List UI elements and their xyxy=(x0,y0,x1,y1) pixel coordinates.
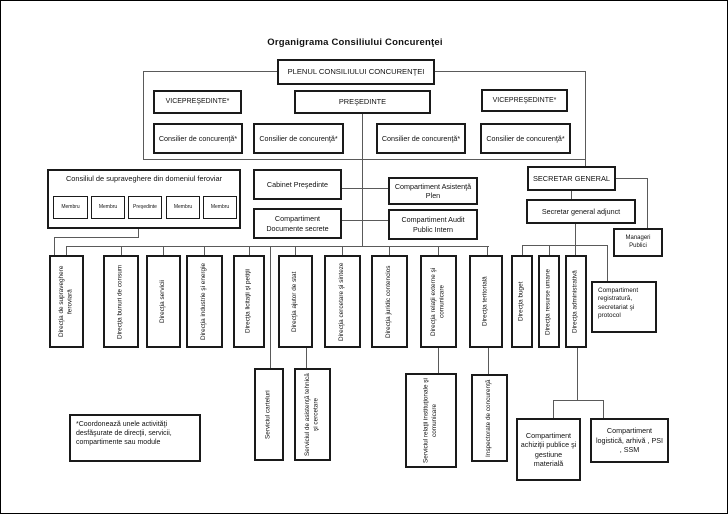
connector xyxy=(342,188,388,189)
node-presedinte: PREŞEDINTE xyxy=(294,90,431,114)
node-directia-juridic-contencios: Direcţia juridic contencios xyxy=(371,255,408,348)
node-serviciul-relatii-institutionale: Serviciul relaţii instituţionale şi comunicare xyxy=(405,373,457,468)
node-directia-buget: Direcţia buget xyxy=(511,255,533,348)
node-serviciul-carteluri: Serviciul carteluri xyxy=(254,368,284,461)
connector xyxy=(522,245,608,246)
connector xyxy=(553,400,554,419)
node-directia-bunuri-consum: Direcţia bunuri de consum xyxy=(103,255,139,348)
connector xyxy=(270,246,271,368)
node-consilier-concurenta-2: Consilier de concurenţă* xyxy=(253,123,344,154)
connector xyxy=(438,246,439,255)
node-compartiment-documente-secrete: Compartiment Documente secrete xyxy=(253,208,342,239)
connector xyxy=(306,348,307,368)
page-title: Organigrama Consiliului Concurenţei xyxy=(267,37,443,48)
node-directia-servicii: Direcţia servicii xyxy=(146,255,181,348)
node-compartiment-registratura: Compartiment registratură, secretariat şi protocol xyxy=(591,281,657,333)
connector xyxy=(585,71,586,167)
node-inspectorate-concurenta: Inspectorate de concurenţă xyxy=(471,374,508,462)
connector xyxy=(603,400,604,419)
connector xyxy=(549,245,550,255)
node-directia-licitatii-petitii: Direcţia licitaţii şi petiţii xyxy=(233,255,265,348)
node-consilier-concurenta-4: Consilier de concurenţă* xyxy=(480,123,571,154)
connector xyxy=(143,71,277,72)
node-compartiment-audit-public-intern: Compartiment Audit Public Intern xyxy=(388,209,478,240)
connector xyxy=(143,159,586,160)
node-secretar-general: SECRETAR GENERAL xyxy=(527,166,616,191)
connector xyxy=(487,246,488,255)
connector xyxy=(66,246,489,247)
connector xyxy=(342,246,343,255)
node-vicepresedinte-dreapta: VICEPREŞEDINTE* xyxy=(481,89,568,112)
node-membru-1: Membru xyxy=(53,196,88,219)
connector xyxy=(553,400,604,401)
node-directia-cercetare-sinteze: Direcţia cercetare şi sinteze xyxy=(324,255,361,348)
connector xyxy=(607,245,608,281)
connector xyxy=(362,114,363,247)
connector xyxy=(389,246,390,255)
node-directia-teritoriala: Direcţia teritorială xyxy=(469,255,503,348)
connector xyxy=(435,71,585,72)
node-manageri-publici: Manageri Publici xyxy=(613,228,663,257)
node-directia-relatii-externe: Direcţia relaţii externe şi comunicare xyxy=(420,255,457,348)
node-secretar-general-adjunct: Secretar general adjunct xyxy=(526,199,636,224)
node-directia-resurse-umane: Direcţia resurse umane xyxy=(538,255,560,348)
connector xyxy=(488,348,489,374)
node-consilier-concurenta-1: Consilier de concurenţă* xyxy=(153,123,243,154)
node-serviciul-asistenta-tehnica: Serviciul de asistenţă tehnică şi cercetare xyxy=(294,368,331,461)
connector xyxy=(249,246,250,255)
node-vicepresedinte-stanga: VICEPREŞEDINTE* xyxy=(153,90,242,114)
footnote: *Coordonează unele activităţi desfăşurate de direcţii, servicii, compartimente sau module xyxy=(69,414,201,462)
node-compartiment-asistenta-plen: Compartiment Asistenţă Plen xyxy=(388,177,478,205)
connector xyxy=(54,237,55,255)
connector xyxy=(616,178,647,179)
node-membru-3: Membru xyxy=(166,196,200,219)
node-plenul-consiliului: PLENUL CONSILIULUI CONCURENŢEI xyxy=(277,59,435,85)
connector xyxy=(121,246,122,255)
connector xyxy=(575,224,576,255)
connector xyxy=(66,246,67,255)
connector xyxy=(577,348,578,400)
consiliu-feroviar-title: Consiliul de supraveghere din domeniul feroviar xyxy=(65,174,223,183)
node-compartiment-achizitii: Compartiment achiziţii publice şi gestiune materială xyxy=(516,418,581,481)
node-membru-4: Membru xyxy=(203,196,237,219)
node-directia-administrativa: Direcţia administrativă xyxy=(565,255,587,348)
node-cabinet-presedinte: Cabinet Preşedinte xyxy=(253,169,342,200)
node-directia-industrie-energie: Direcţia industrie şi energie xyxy=(186,255,223,348)
node-consiliu-supraveghere-feroviar xyxy=(47,169,241,229)
node-compartiment-logistica: Compartiment logistică, arhivă , PSI , SSM xyxy=(590,418,669,463)
node-consilier-concurenta-3: Consilier de concurenţă* xyxy=(376,123,466,154)
connector xyxy=(438,348,439,373)
connector xyxy=(163,246,164,255)
connector xyxy=(143,71,144,160)
connector xyxy=(647,178,648,228)
connector xyxy=(204,246,205,255)
connector xyxy=(522,245,523,255)
node-directia-ajutor-stat: Direcţia ajutor de stat xyxy=(278,255,313,348)
node-membru-2: Membru xyxy=(91,196,125,219)
connector xyxy=(295,246,296,255)
connector xyxy=(54,237,139,238)
connector xyxy=(342,220,388,221)
node-directia-supraveghere-feroviara: Direcţia de supraveghere feroviară xyxy=(49,255,84,348)
node-presedinte-feroviar: Preşedinte xyxy=(128,196,162,219)
